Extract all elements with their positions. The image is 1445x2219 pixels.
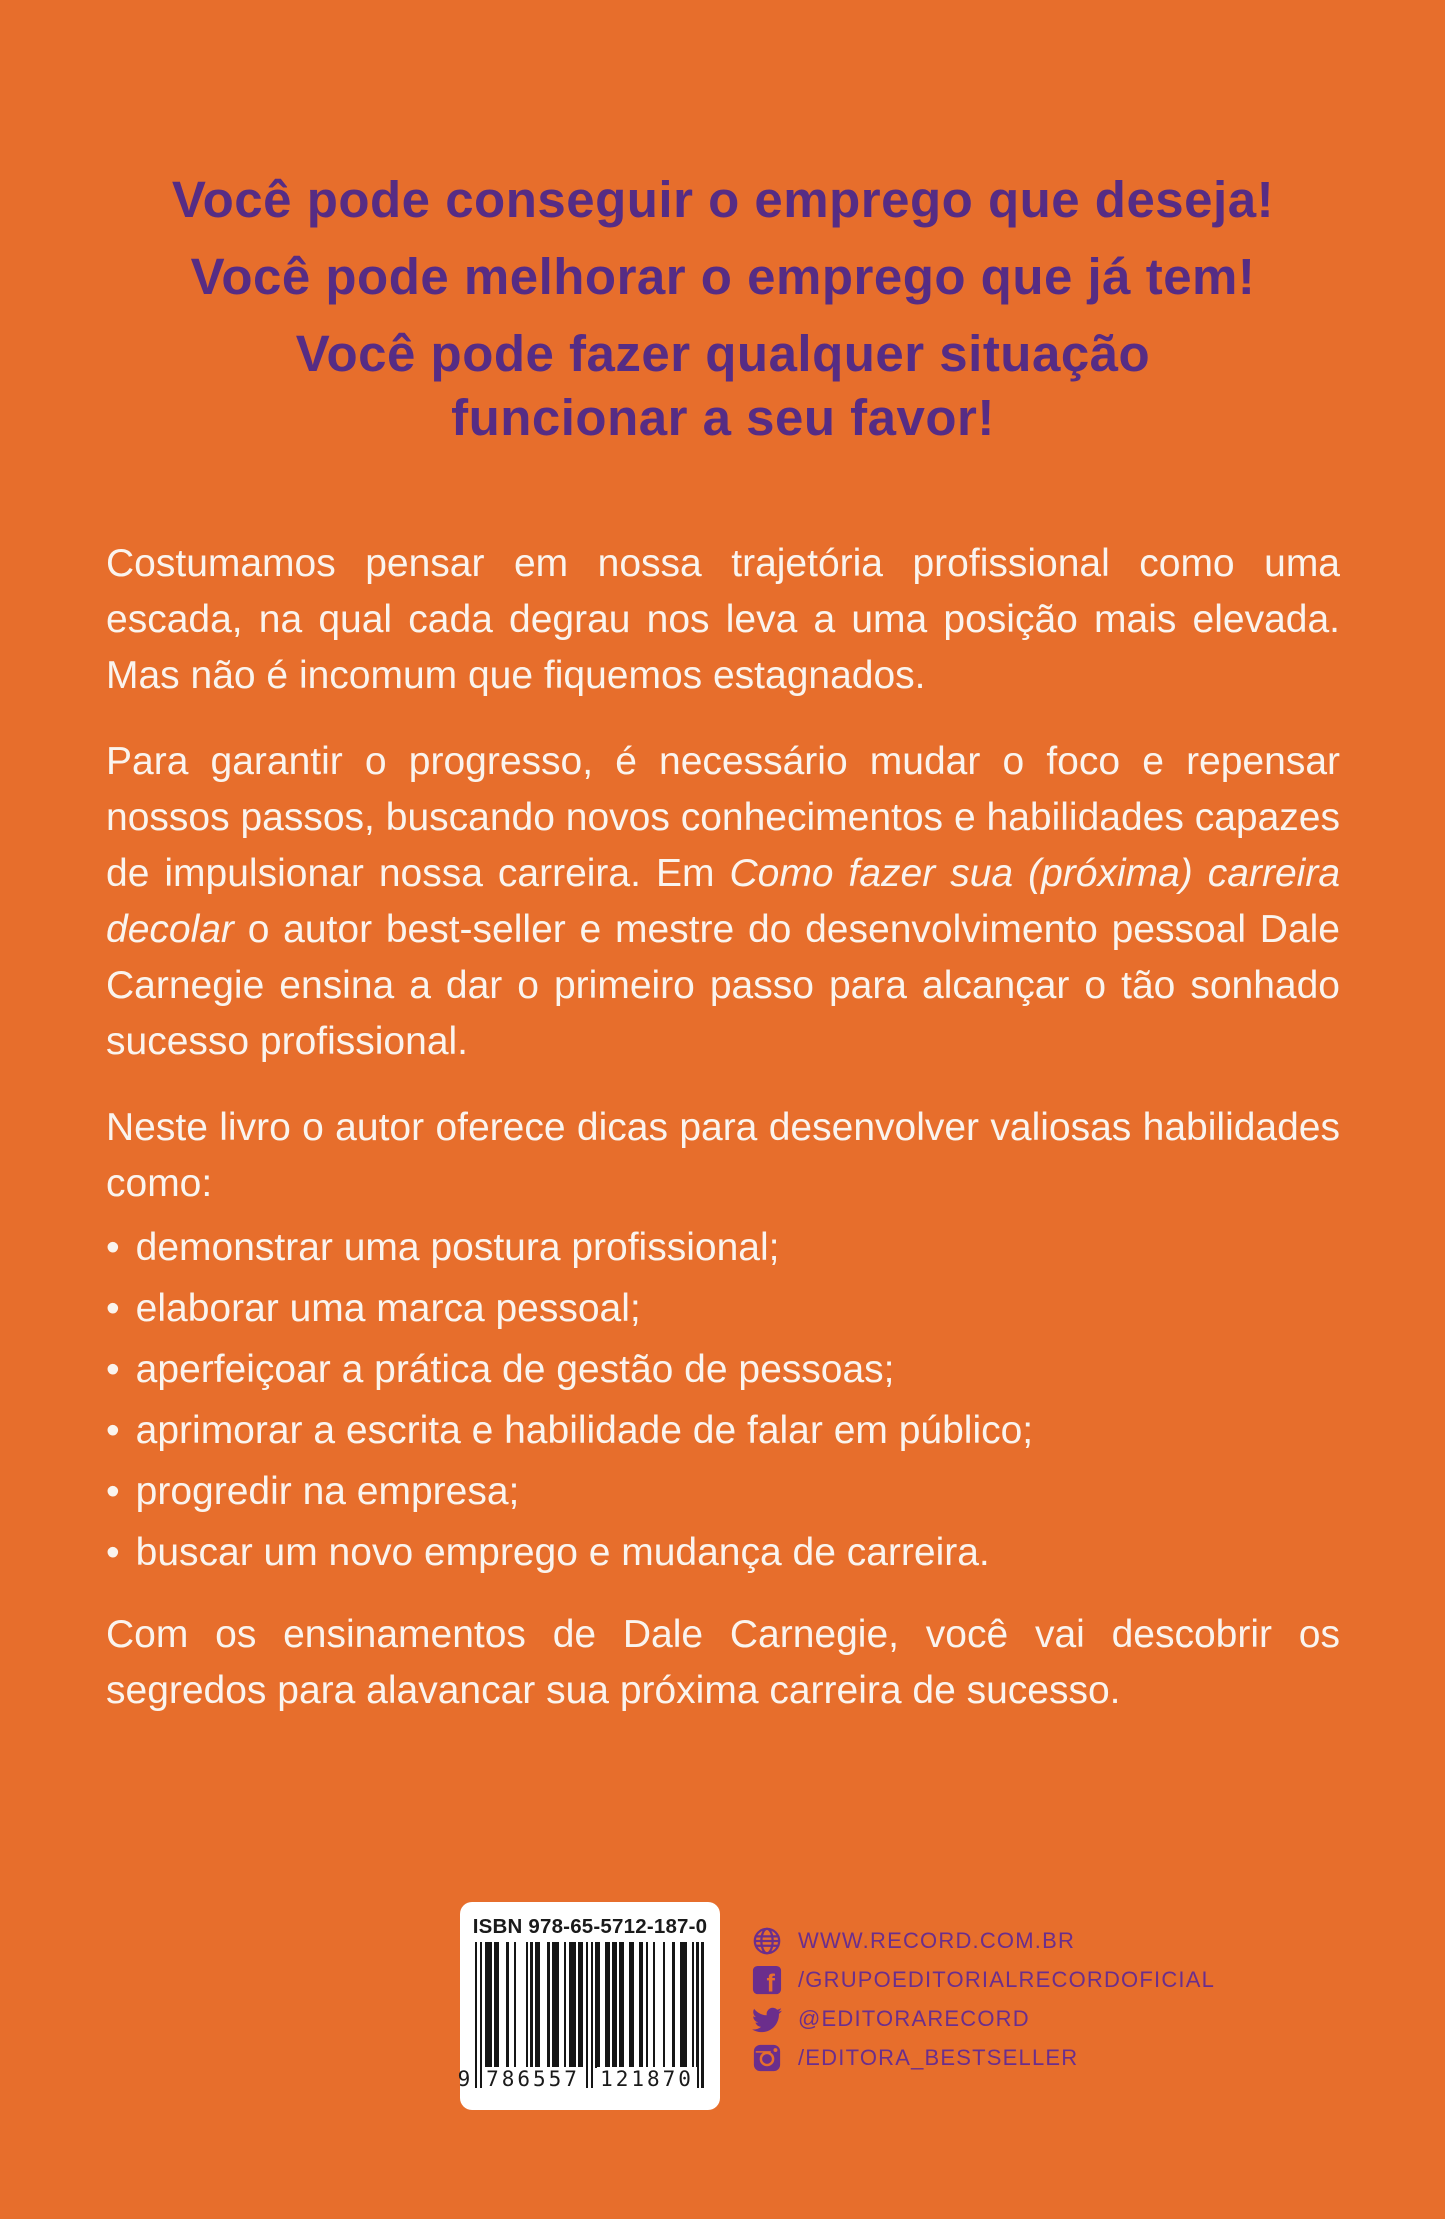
barcode-digits-group2: 121870 [597,2067,697,2091]
svg-text:f: f [766,1969,775,1995]
closing-paragraph: Com os ensinamentos de Dale Carnegie, você vai descobrir os segredos para alavancar sua próxima carreira de sucesso. [106,1613,1340,1712]
instagram-handle: /EDITORA_BESTSELLER [798,2045,1079,2070]
bullet-marker: • [106,1348,120,1391]
twitter-row [752,2004,1215,2034]
headline-line-3 [106,322,1340,450]
headline-line-2: Você pode melhorar o emprego que já tem! [190,248,1256,305]
list-item [106,1464,1340,1520]
list-item-text: aprimorar a escrita e habilidade de falar em público; [135,1409,1034,1452]
twitter-handle: @EDITORARECORD [798,2006,1030,2031]
barcode [457,1942,705,2091]
list-item [106,1281,1340,1337]
list-item-text: buscar um novo emprego e mudança de carreira. [135,1531,990,1574]
headline-line-3-part-1: Você pode fazer qualquer situação [295,325,1151,382]
website-url: WWW.RECORD.COM.BR [798,1928,1076,1953]
facebook-icon [752,1965,782,1995]
list-item [106,1220,1340,1276]
bullet-marker: • [106,1287,120,1330]
list-item [106,1403,1340,1459]
isbn-label: ISBN 978-65-5712-187-0 [472,1915,708,1938]
instagram-row [752,2043,1215,2073]
list-item-text: progredir na empresa; [135,1470,520,1513]
bullet-marker: • [106,1409,120,1452]
globe-icon [752,1926,782,1956]
facebook-row [752,1965,1215,1995]
barcode-digits-group1: 786557 [483,2067,583,2091]
intro-paragraph: Costumamos pensar em nossa trajetória profissional como uma escada, na qual cada degrau nos leva a uma posição mais elevada. Mas não é incomum que fiquemos estagnados. [106,542,1340,697]
headline-line-3-part-2: funcionar a seu favor! [451,389,995,446]
list-item-text: aperfeiçoar a prática de gestão de pessoas; [135,1348,895,1391]
bullet-marker: • [106,1226,120,1269]
headline-line-1: Você pode conseguir o emprego que deseja! [171,171,1275,228]
twitter-icon [752,2004,782,2034]
bullet-marker: • [106,1470,120,1513]
instagram-icon [752,2043,782,2073]
facebook-handle: /GRUPOEDITORIALRECORDOFICIAL [798,1967,1216,1992]
list-item [106,1342,1340,1398]
list-item [106,1525,1340,1581]
skills-list [106,1220,1340,1581]
list-item-text: demonstrar uma postura profissional; [135,1226,780,1269]
list-item-text: elaborar uma marca pessoal; [135,1287,641,1330]
bullet-marker: • [106,1531,120,1574]
back-cover-text-column [106,0,1340,1719]
progress-paragraph: Para garantir o progresso, é necessário mudar o foco e repensar nossos passos, buscando novos conhecimentos e habilidades capazes de impulsionar nossa carreira. Em Como fazer sua (próxima) carreira decolar o autor best-seller e mestre do desenvolvimento pessoal Dale Carnegie ensina a dar o primeiro passo para alcançar o tão sonhado sucesso profissional. [106,740,1341,1063]
barcode-digit-leading: 9 [457,2067,471,2091]
isbn-barcode [457,1902,720,2110]
website-row [752,1926,1215,1956]
social-links [752,1926,1215,2082]
skills-intro-paragraph: Neste livro o autor oferece dicas para desenvolver valiosas habilidades como: [106,1106,1340,1205]
